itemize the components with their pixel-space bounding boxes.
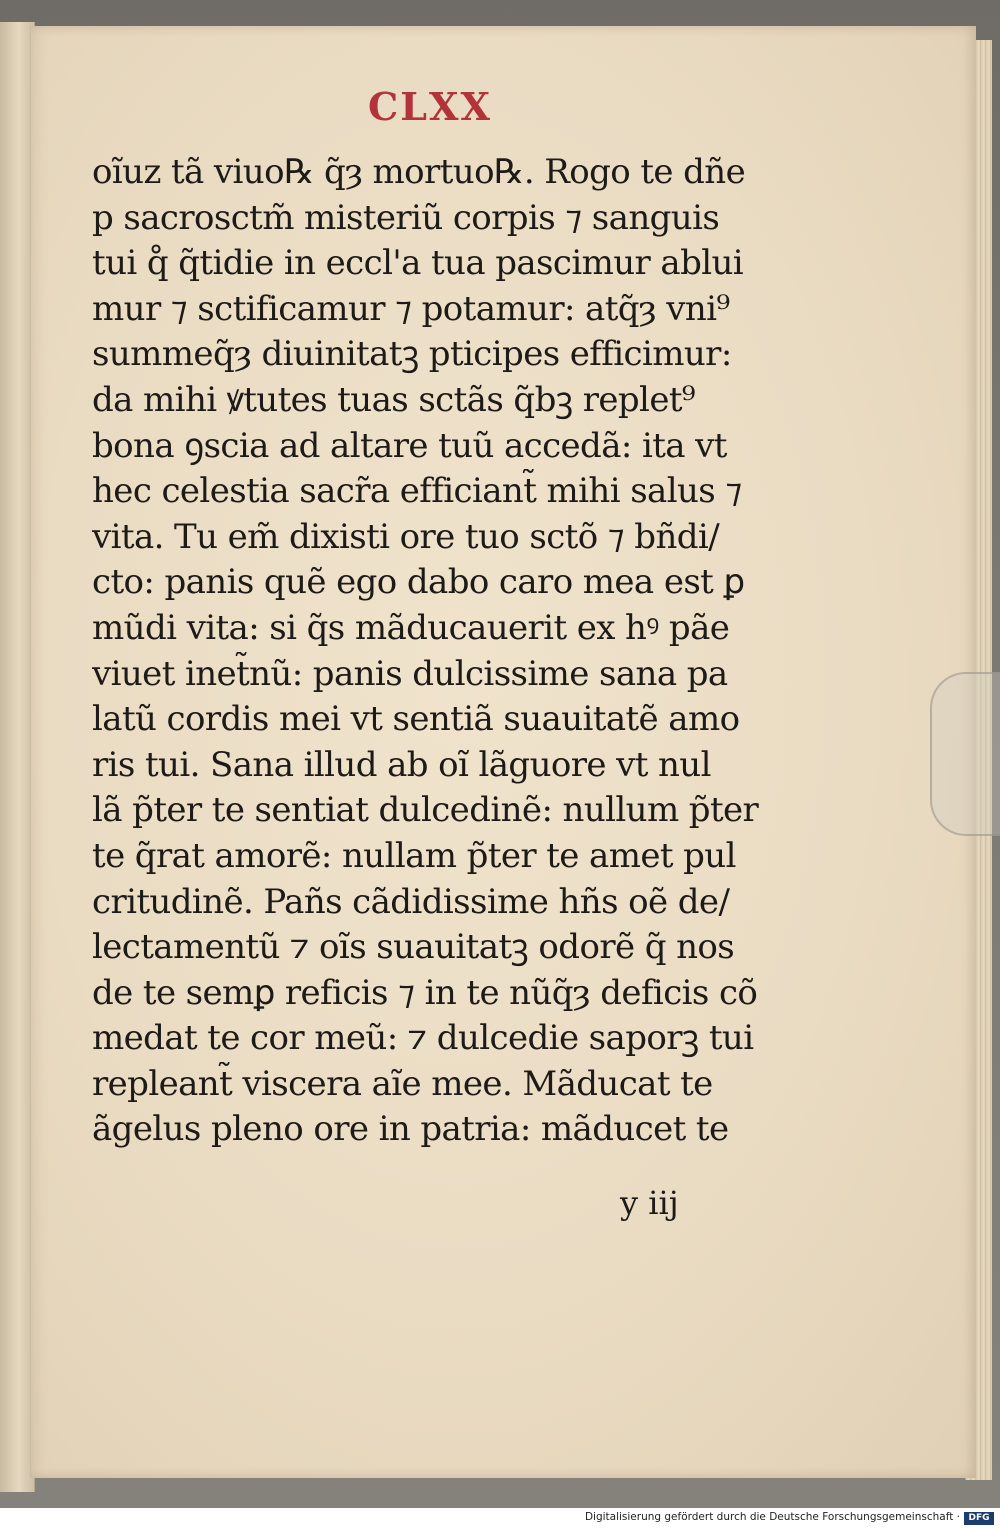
text-line: lectamentũ ⁊ oĩs suauitatꝫ odorẽ q̃ nos	[92, 927, 735, 968]
signature-mark: y iij	[620, 1184, 679, 1222]
text-line: tui q̊ q̃tidie in eccl'a tua pascimur ablui	[92, 243, 744, 284]
dfg-logo: DFG	[964, 1512, 994, 1525]
footer-credit: Digitalisierung gefördert durch die Deutsche Forschungsgemeinschaft ·	[584, 1511, 960, 1523]
text-line: te q̃rat amorẽ: nullam p̃ter te amet pul	[92, 835, 736, 876]
text-line: mur ⁊ sctificamur ⁊ potamur: atq̃ȝ vni⁹	[92, 288, 730, 329]
text-line: ris tui. Sana illud ab oĩ lãguore vt nul	[92, 744, 711, 785]
text-line: lã p̃ter te sentiat dulcedinẽ: nullum p̃ter	[92, 790, 759, 831]
text-line: ãgelus pleno ore in patria: mãducet te	[92, 1109, 729, 1150]
text-line: summeq̃ȝ diuinitatꝫ pticipes efficimur:	[92, 334, 732, 375]
text-line: bona ꝯscia ad altare tuũ accedã: ita vt	[92, 425, 727, 466]
text-line: de te semꝑ reficis ⁊ in te nũq̃ȝ deficis cõ	[92, 972, 758, 1013]
text-line: da mihi ꝟtutes tuas sctãs q̃bꝫ replet⁹	[92, 379, 695, 420]
text-line: p sacrosctm̃ misteriũ corpis ⁊ sanguis	[92, 197, 720, 238]
text-line: critudinẽ. Pañs cãdidissime hñs oẽ de/	[92, 881, 730, 922]
text-line: vita. Tu em̃ dixisti ore tuo sctõ ⁊ bñdi/	[92, 516, 720, 557]
text-line: viuet inet̃nũ: panis dulcissime sana pa	[92, 653, 728, 694]
book-clip	[930, 672, 1000, 836]
text-line: cto: panis quẽ ego dabo caro mea est ꝑ	[92, 562, 745, 603]
text-line: hec celestia sacr̃a efficiant̃ mihi salus ⁊	[92, 471, 742, 512]
text-line: mũdi vita: si q̃s mãducauerit ex hꝰ pãe	[92, 607, 730, 648]
text-line: medat te cor meũ: ⁊ dulcedie saporꝫ tui	[92, 1018, 754, 1059]
text-line: repleant̃ viscera aĩe mee. Mãducat te	[92, 1063, 713, 1104]
text-line: oĩuz tã viuo℞ q̃ȝ mortuo℞. Rogo te dñe	[92, 152, 746, 192]
text-block	[92, 150, 802, 1153]
folio-number: CLXX	[368, 84, 492, 129]
footer-bar	[0, 1508, 1000, 1529]
text-line: latũ cordis mei vt sentiã suauitatẽ amo	[92, 699, 740, 740]
